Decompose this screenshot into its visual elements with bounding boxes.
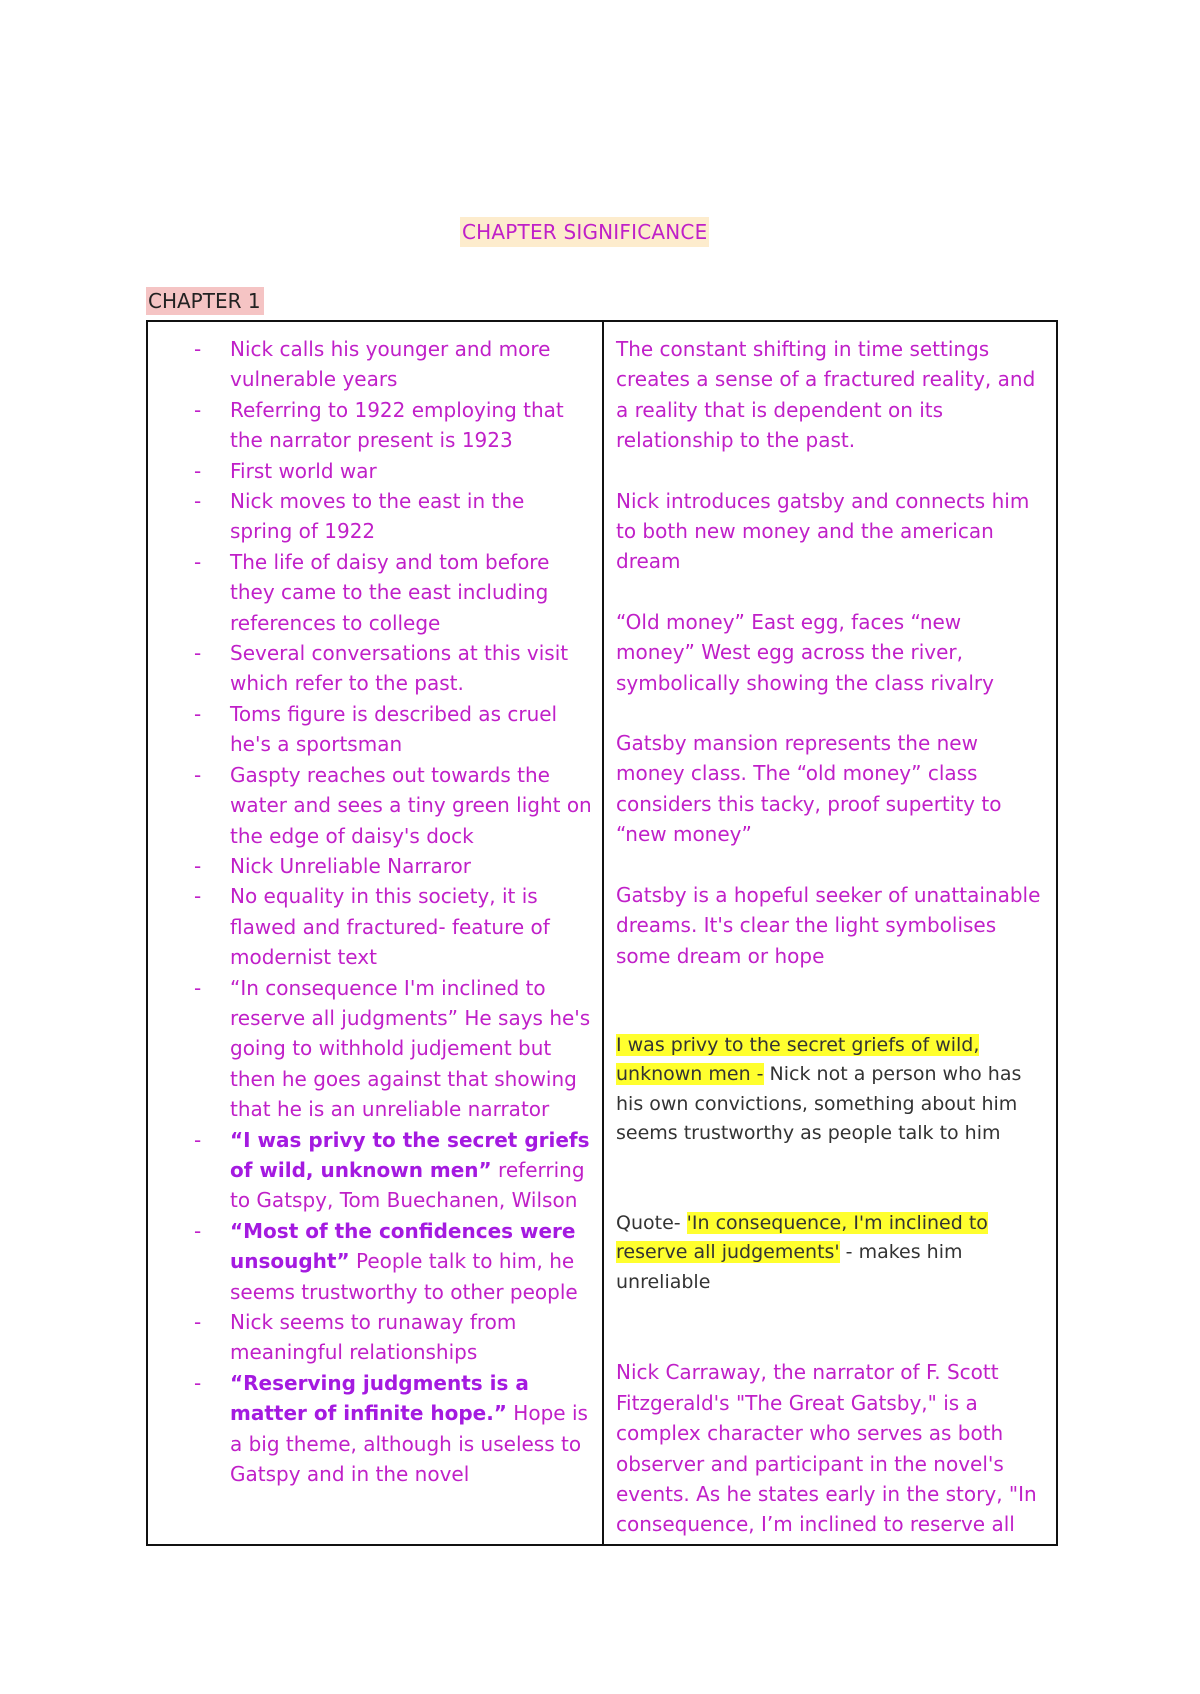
dash-bullet-icon: - (194, 853, 202, 878)
bullet-text: Hope is a big theme, although is useless to Gatspy and in the novel (230, 1401, 588, 1487)
chapter-heading: CHAPTER 1 (146, 287, 264, 315)
dash-bullet-icon: - (194, 762, 202, 787)
right-column (604, 322, 1056, 1544)
bullet-text: Gaspty reaches out towards the water and sees a tiny green light on the edge of daisy's dock (230, 762, 592, 848)
bullet-text: Toms figure is described as cruel he's a sportsman (230, 701, 558, 757)
highlighted-quote: I was privy to the secret griefs of wild, unknown men - (616, 1033, 980, 1086)
list-item (148, 395, 592, 456)
list-item (148, 973, 592, 1125)
list-item (148, 486, 592, 547)
bullet-text: Nick seems to runaway from meaningful relationships (230, 1310, 517, 1365)
paragraph-hopeful-seeker: Gatsby is a hopeful seeker of unattainable dreams. It's clear the light symbolises some dream or hope (616, 882, 1041, 968)
bullet-text: People talk to him, he seems trustworthy to other people (230, 1249, 578, 1304)
bold-quote: “Reserving judgments is a matter of infinite hope.” (230, 1370, 529, 1426)
bullet-text: Several conversations at this visit which refer to the past. (230, 641, 569, 696)
bullet-text: The life of daisy and tom before they came to the east including references to college (230, 549, 550, 635)
bullet-text: First world war (230, 458, 377, 483)
list-item (148, 1216, 592, 1307)
dash-bullet-icon: - (194, 489, 202, 514)
bold-quote: “I was privy to the secret griefs of wild, unknown men” (230, 1127, 590, 1182)
dash-bullet-icon: - (194, 975, 202, 1000)
highlighted-quote: 'In consequence, I'm inclined to reserve all judgements' (616, 1211, 988, 1264)
bullet-list (148, 334, 592, 1489)
list-item (148, 456, 592, 486)
paragraph-nick-carraway: Nick Carraway, the narrator of F. Scott Fitzgerald's "The Great Gatsby," is a complex character who serves as both observer and participant in the novel's events. As he states early in the story, "In consequence, I’m inclined to reserve all (616, 1360, 1037, 1537)
quote-prefix: Quote- (616, 1211, 687, 1234)
page-title: CHAPTER SIGNIFICANCE (460, 217, 709, 247)
paragraph-gatsby-intro: Nick introduces gatsby and connects him to both new money and the american dream (616, 488, 1030, 574)
dash-bullet-icon: - (194, 884, 202, 909)
quote-note-text: - makes him unreliable (616, 1241, 963, 1293)
paragraph-time-settings: The constant shifting in time settings creates a sense of a fractured reality, and a reality that is dependent on its relationship to the past. (616, 337, 1036, 453)
list-item (148, 1125, 592, 1216)
dash-bullet-icon: - (194, 701, 202, 726)
list-item (148, 760, 592, 851)
list-item (148, 699, 592, 760)
dash-bullet-icon: - (194, 458, 202, 483)
bullet-text: Referring to 1922 employing that the narrator present is 1923 (230, 397, 564, 453)
dash-bullet-icon: - (194, 641, 202, 666)
quote-note-text: Nick not a person who has his own convictions, something about him seems trustworthy as people talk to him (616, 1063, 1022, 1145)
dash-bullet-icon: - (194, 337, 202, 361)
bullet-text: “In consequence I'm inclined to reserve all judgments” He says he's going to withhold judjement but then he goes against that showing that he is an unreliable narrator (230, 975, 591, 1122)
dash-bullet-icon: - (194, 397, 202, 422)
dash-bullet-icon: - (194, 1218, 202, 1243)
quote-note-privy (616, 1031, 1042, 1149)
list-item (148, 547, 592, 638)
bullet-text: Nick calls his younger and more vulnerable years (230, 337, 551, 392)
bullet-text: Nick Unreliable Narraror (230, 853, 471, 878)
dash-bullet-icon: - (194, 549, 202, 574)
paragraph-gatsby-mansion: Gatsby mansion represents the new money class. The “old money” class considers this tacky, proof supertity to “new money” (616, 731, 1002, 847)
bullet-text: referring to Gatspy, Tom Buechanen, Wilson (230, 1157, 585, 1213)
bullet-text: Nick moves to the east in the spring of 1922 (230, 489, 525, 544)
quote-note-consequence (616, 1209, 1042, 1298)
paragraph-old-new-money: “Old money” East egg, faces “new money” West egg across the river, symbolically showing the class rivalry (616, 609, 994, 695)
list-item (148, 334, 592, 395)
list-item (148, 1368, 592, 1490)
list-item (148, 1307, 592, 1368)
list-item (148, 638, 592, 699)
list-item (148, 881, 592, 972)
bold-quote: “Most of the confidences were unsought” (230, 1218, 576, 1274)
dash-bullet-icon: - (194, 1310, 202, 1334)
bullet-text: No equality in this society, it is flawed and fractured- feature of modernist text (230, 884, 550, 970)
list-item (148, 851, 592, 881)
dash-bullet-icon: - (194, 1370, 202, 1395)
dash-bullet-icon: - (194, 1127, 202, 1152)
left-column (148, 322, 604, 1544)
notes-table (146, 320, 1058, 1546)
